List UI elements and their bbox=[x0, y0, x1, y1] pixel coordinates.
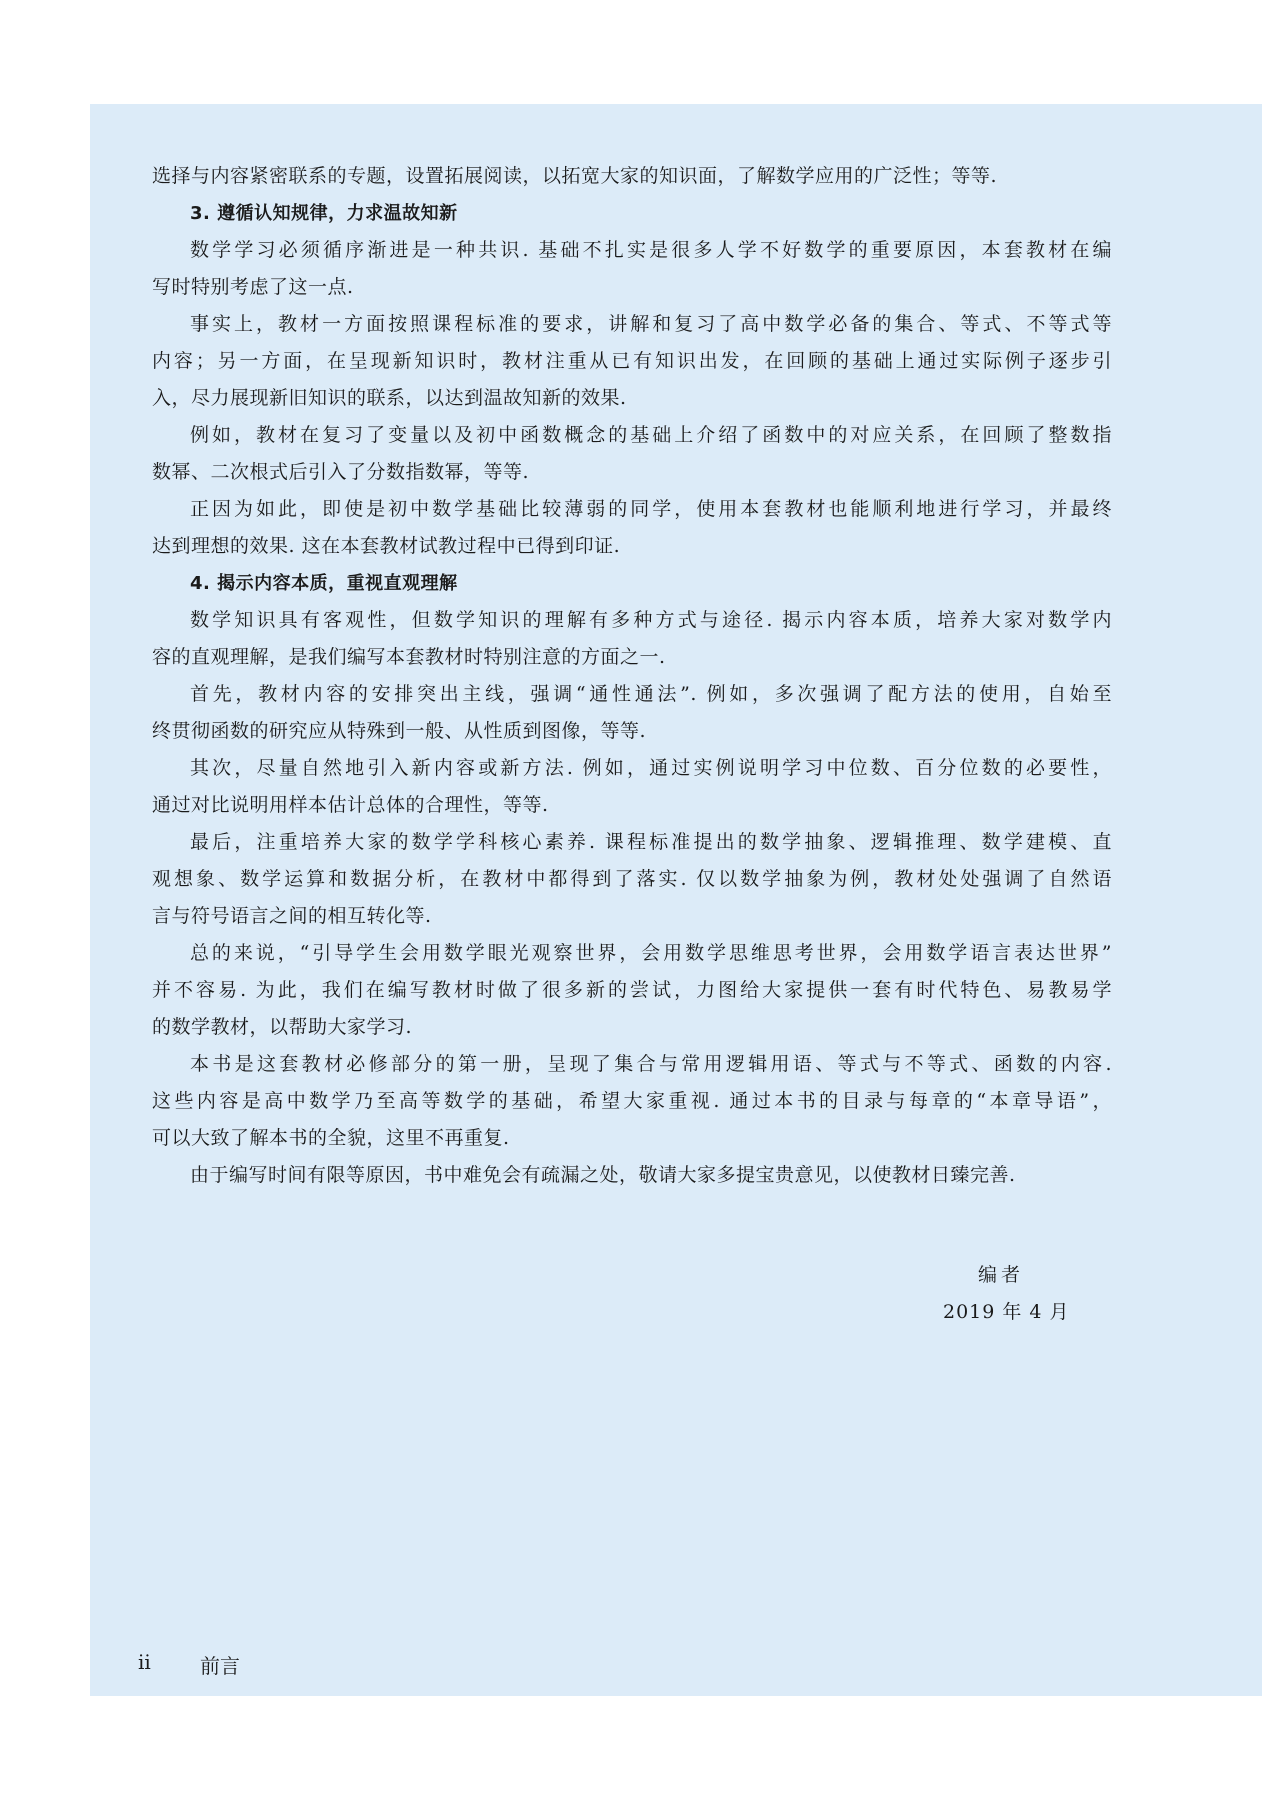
text-line: 数学知识具有客观性，但数学知识的理解有多种方式与途径. 揭示内容本质，培养大家对数学内 bbox=[190, 609, 1112, 631]
text-line: 首先，教材内容的安排突出主线，强调“通性通法”. 例如，多次强调了配方法的使用，自始至 bbox=[190, 683, 1112, 705]
signature-author: 编者 bbox=[978, 1264, 1025, 1286]
text-line: 终贯彻函数的研究应从特殊到一般、从性质到图像，等等. bbox=[152, 720, 647, 742]
text-line: 写时特别考虑了这一点. bbox=[152, 276, 354, 298]
preface-body bbox=[152, 158, 1112, 1194]
section-heading: 3. 遵循认知规律，力求温故知新 bbox=[190, 203, 458, 224]
text-line: 最后，注重培养大家的数学学科核心素养. 课程标准提出的数学抽象、逻辑推理、数学建模、直 bbox=[190, 831, 1112, 853]
text-line: 数学学习必须循序渐进是一种共识. 基础不扎实是很多人学不好数学的重要原因，本套教材在编 bbox=[190, 239, 1112, 261]
text-line: 数幂、二次根式后引入了分数指数幂，等等. bbox=[152, 461, 530, 483]
text-line: 事实上，教材一方面按照课程标准的要求，讲解和复习了高中数学必备的集合、等式、不等式等 bbox=[190, 313, 1112, 335]
text-line: 总的来说，“引导学生会用数学眼光观察世界，会用数学思维思考世界，会用数学语言表达世界” bbox=[190, 942, 1112, 964]
text-line: 容的直观理解，是我们编写本套教材时特别注意的方面之一. bbox=[152, 646, 666, 668]
text-line: 其次，尽量自然地引入新内容或新方法. 例如，通过实例说明学习中位数、百分位数的必要性， bbox=[190, 757, 1112, 779]
text-line: 内容；另一方面，在呈现新知识时，教材注重从已有知识出发，在回顾的基础上通过实际例子逐步引 bbox=[152, 350, 1112, 372]
signature-date: 2019 年 4 月 bbox=[943, 1301, 1070, 1323]
running-footer-section: 前言 bbox=[200, 1654, 240, 1678]
text-line: 达到理想的效果. 这在本套教材试教过程中已得到印证. bbox=[152, 535, 621, 557]
text-line: 可以大致了解本书的全貌，这里不再重复. bbox=[152, 1127, 510, 1149]
text-line: 这些内容是高中数学乃至高等数学的基础，希望大家重视. 通过本书的目录与每章的“本章导语”， bbox=[152, 1090, 1112, 1112]
text-line: 并不容易. 为此，我们在编写教材时做了很多新的尝试，力图给大家提供一套有时代特色、易教易学 bbox=[152, 979, 1112, 1001]
page-panel bbox=[90, 104, 1262, 1696]
text-line: 的数学教材，以帮助大家学习. bbox=[152, 1016, 413, 1038]
text-line: 通过对比说明用样本估计总体的合理性，等等. bbox=[152, 794, 549, 816]
text-line: 由于编写时间有限等原因，书中难免会有疏漏之处，敬请大家多提宝贵意见，以使教材日臻完善. bbox=[190, 1164, 1016, 1186]
text-line: 正因为如此，即使是初中数学基础比较薄弱的同学，使用本套教材也能顺利地进行学习，并最终 bbox=[190, 498, 1112, 520]
text-line: 言与符号语言之间的相互转化等. bbox=[152, 905, 432, 927]
text-line: 观想象、数学运算和数据分析，在教材中都得到了落实. 仅以数学抽象为例，教材处处强调了自然语 bbox=[152, 868, 1112, 890]
text-line: 本书是这套教材必修部分的第一册，呈现了集合与常用逻辑用语、等式与不等式、函数的内容. bbox=[190, 1053, 1112, 1075]
page-number: ii bbox=[138, 1650, 151, 1674]
text-line: 入，尽力展现新旧知识的联系，以达到温故知新的效果. bbox=[152, 387, 627, 409]
section-heading: 4. 揭示内容本质，重视直观理解 bbox=[190, 573, 458, 594]
text-line: 例如，教材在复习了变量以及初中函数概念的基础上介绍了函数中的对应关系，在回顾了整数指 bbox=[190, 424, 1112, 446]
text-line: 选择与内容紧密联系的专题，设置拓展阅读，以拓宽大家的知识面，了解数学应用的广泛性；等等. bbox=[152, 165, 998, 187]
